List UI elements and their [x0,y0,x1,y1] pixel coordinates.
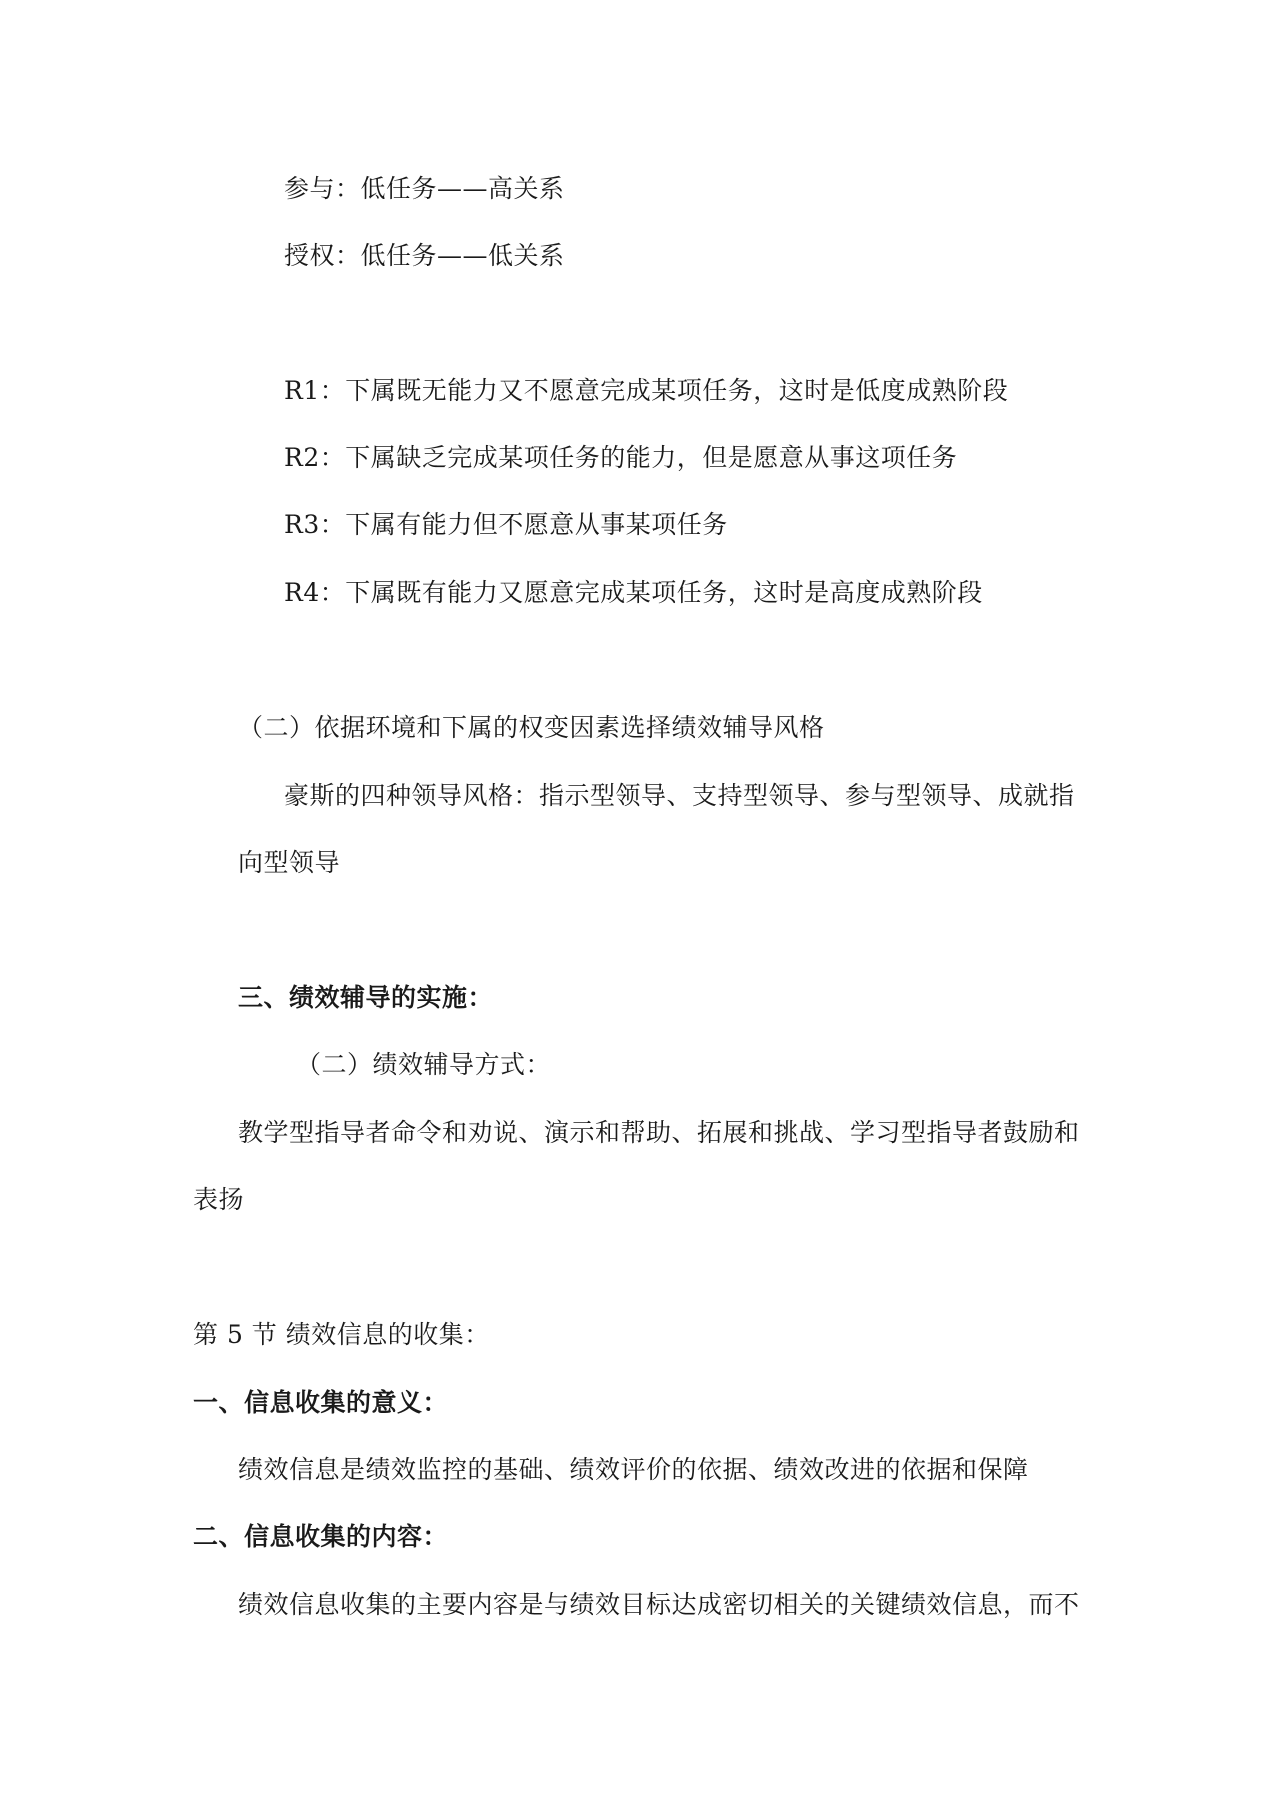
r2-line: R2：下属缺乏完成某项任务的能力，但是愿意从事这项任务 [284,443,958,472]
house-styles-paragraph-continued: 向型领导 [238,848,341,877]
info-significance-paragraph: 绩效信息是绩效监控的基础、绩效评价的依据、绩效改进的依据和保障 [238,1455,1029,1484]
info-content-heading: 二、信息收集的内容： [193,1522,449,1551]
info-significance-heading: 一、信息收集的意义： [193,1388,449,1417]
r4-line: R4：下属既有能力又愿意完成某项任务，这时是高度成熟阶段 [284,578,983,607]
participate-line: 参与：低任务——高关系 [284,174,565,203]
methods-paragraph: 教学型指导者命令和劝说、演示和帮助、拓展和挑战、学习型指导者鼓励和 [238,1118,1080,1147]
section-3-subheading: （二）绩效辅导方式： [296,1050,552,1079]
section-3-heading: 三、绩效辅导的实施： [238,983,494,1012]
chapter-heading: 第 5 节 绩效信息的收集： [193,1320,490,1349]
r3-line: R3：下属有能力但不愿意从事某项任务 [284,510,728,539]
subsection-heading: （二）依据环境和下属的权变因素选择绩效辅导风格 [238,713,825,742]
info-content-paragraph: 绩效信息收集的主要内容是与绩效目标达成密切相关的关键绩效信息，而不 [238,1590,1080,1619]
r1-line: R1：下属既无能力又不愿意完成某项任务，这时是低度成熟阶段 [284,376,1009,405]
methods-paragraph-continued: 表扬 [193,1185,245,1214]
house-styles-paragraph: 豪斯的四种领导风格：指示型领导、支持型领导、参与型领导、成就指 [284,781,1075,810]
authorize-line: 授权：低任务——低关系 [284,241,565,270]
